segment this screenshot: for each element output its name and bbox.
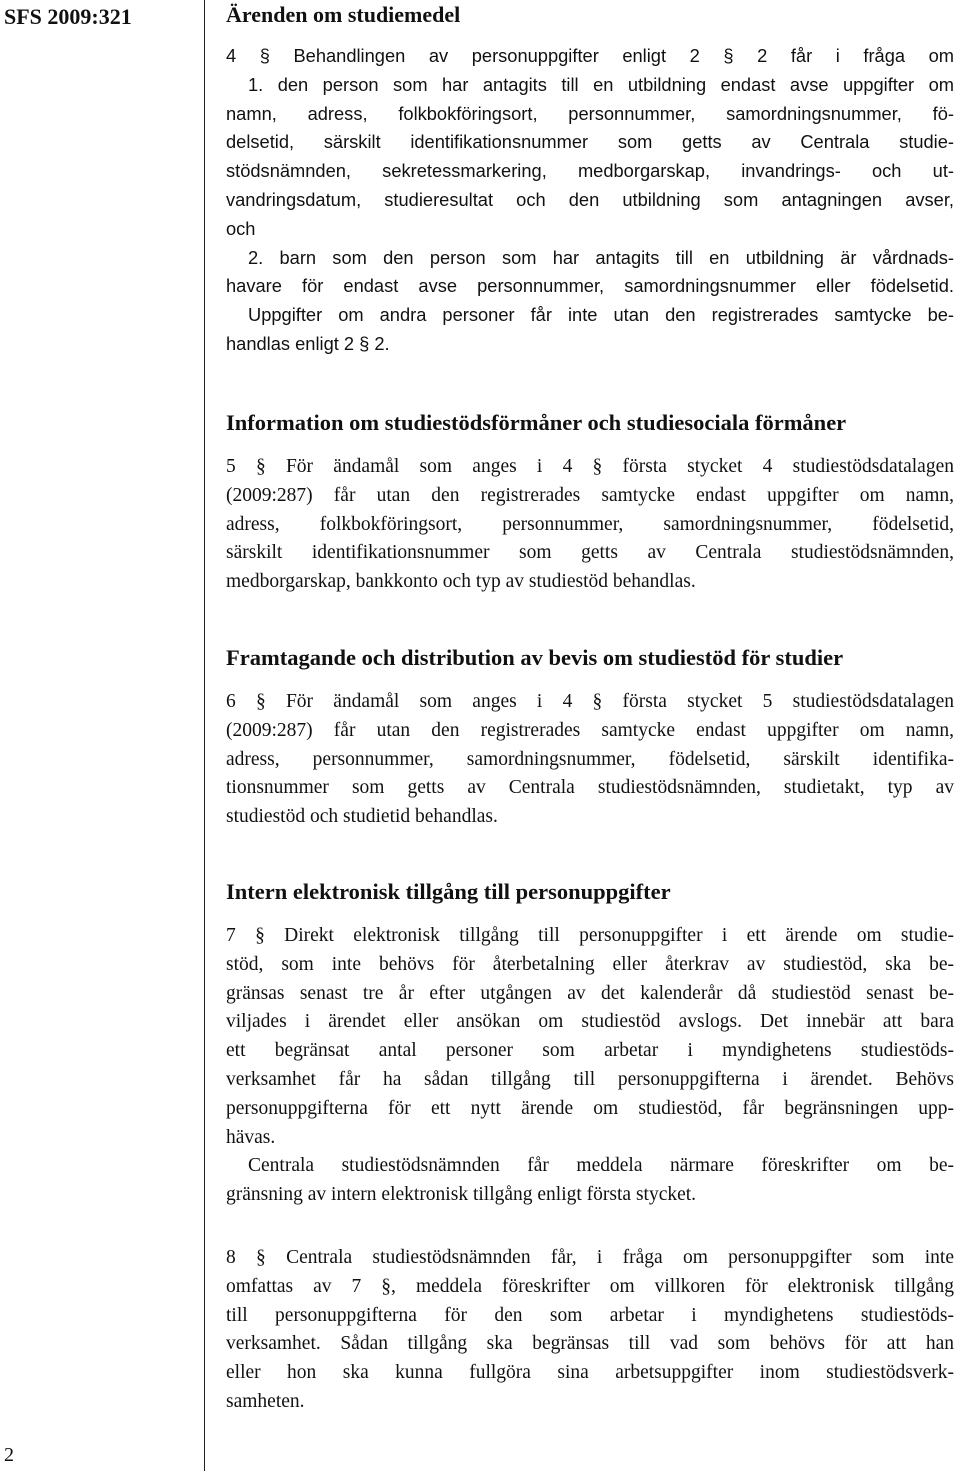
text-line: verksamhet. Sådan tillgång ska begränsas till vad som behövs för att han [226, 1333, 954, 1355]
text-line: delsetid, särskilt identifikationsnummer som getts av Centrala studie- [226, 131, 954, 153]
text-line: och [226, 217, 256, 239]
text-line: 1. den person som har antagits till en utbildning endast avse uppgifter om [248, 73, 954, 95]
section-heading: Intern elektronisk tillgång till personuppgifter [226, 879, 671, 904]
section-7-paragraph [226, 922, 954, 1210]
text-line: vandringsdatum, studieresultat och den utbildning som antagningen avser, [226, 188, 954, 210]
text-line: viljades i ärendet eller ansökan om studiestöd avslogs. Det innebär att bara [226, 1011, 954, 1033]
text-line: särskilt identifikationsnummer som getts av Centrala studiestödsnämnden, [226, 542, 954, 564]
section-heading: Framtagande och distribution av bevis om studiestöd för studier [226, 645, 844, 670]
text-line: adress, folkbokföringsort, personnummer, samordningsnummer, födelsetid, [226, 513, 954, 535]
section-4-paragraph [226, 42, 954, 359]
text-line: handlas enligt 2 § 2. [226, 332, 390, 354]
text-line: till personuppgifterna för den som arbetar i myndighetens studiestöds- [226, 1304, 954, 1326]
text-line: medborgarskap, bankkonto och typ av studiestöd behandlas. [226, 571, 696, 593]
text-line: tionsnummer som getts av Centrala studiestödsnämnden, studietakt, typ av [226, 777, 954, 799]
text-line: verksamhet får ha sådan tillgång till personuppgifterna i ärendet. Behövs [226, 1068, 954, 1090]
text-line: omfattas av 7 §, meddela föreskrifter om villkoren för elektronisk tillgång [226, 1275, 954, 1297]
section-5-paragraph [226, 453, 954, 597]
text-line: ett begränsat antal personer som arbetar i myndighetens studiestöds- [226, 1040, 954, 1062]
text-line: 4 § Behandlingen av personuppgifter enligt 2 § 2 får i fråga om [226, 45, 954, 66]
text-line: 8 § Centrala studiestödsnämnden får, i fråga om personuppgifter som inte [226, 1247, 954, 1268]
section-6-paragraph [226, 688, 954, 832]
text-line: gränsas senast tre år efter utgången av det kalenderår då studiestöd senast be- [226, 982, 954, 1004]
text-line: (2009:287) får utan den registrerades samtycke endast uppgifter om namn, [226, 484, 954, 506]
text-line: Centrala studiestödsnämnden får meddela närmare föreskrifter om be- [248, 1155, 954, 1177]
text-line: namn, adress, folkbokföringsort, personnummer, samordningsnummer, fö- [226, 102, 954, 124]
text-line: 2. barn som den person som har antagits till en utbildning är vårdnads- [248, 246, 954, 268]
text-line: adress, personnummer, samordningsnummer, födelsetid, särskilt identifika- [226, 748, 954, 770]
left-margin-column [0, 0, 205, 1471]
section-heading: Information om studiestödsförmåner och studiesociala förmåner [226, 410, 847, 435]
chapter-title: Ärenden om studiemedel [226, 2, 461, 27]
text-line: 5 § För ändamål som anges i 4 § första stycket 4 studiestödsdatalagen [226, 456, 954, 477]
sfs-number: SFS 2009:321 [4, 4, 132, 29]
text-line: eller hon ska kunna fullgöra sina arbetsuppgifter inom studiestödsverk- [226, 1362, 954, 1384]
text-line: 6 § För ändamål som anges i 4 § första stycket 5 studiestödsdatalagen [226, 691, 954, 712]
section-8-paragraph [226, 1244, 954, 1417]
page-number: 2 [4, 1444, 14, 1466]
text-line: stödsnämnden, sekretessmarkering, medborgarskap, invandrings- och ut- [226, 160, 954, 182]
text-line: samheten. [226, 1390, 305, 1412]
text-line: 7 § Direkt elektronisk tillgång till personuppgifter i ett ärende om studie- [226, 925, 954, 946]
text-line: havare för endast avse personnummer, samordningsnummer eller födelsetid. [226, 275, 954, 297]
text-line: hävas. [226, 1126, 276, 1148]
text-line: personuppgifterna för ett nytt ärende om studiestöd, får begränsningen upp- [226, 1097, 954, 1119]
text-line: Uppgifter om andra personer får inte utan den registrerades samtycke be- [248, 304, 954, 326]
text-line: gränsning av intern elektronisk tillgång enligt första stycket. [226, 1184, 697, 1206]
text-line: (2009:287) får utan den registrerades samtycke endast uppgifter om namn, [226, 719, 954, 741]
text-line: stöd, som inte behövs för återbetalning eller återkrav av studiestöd, ska be- [226, 953, 954, 975]
text-line: studiestöd och studietid behandlas. [226, 806, 498, 828]
